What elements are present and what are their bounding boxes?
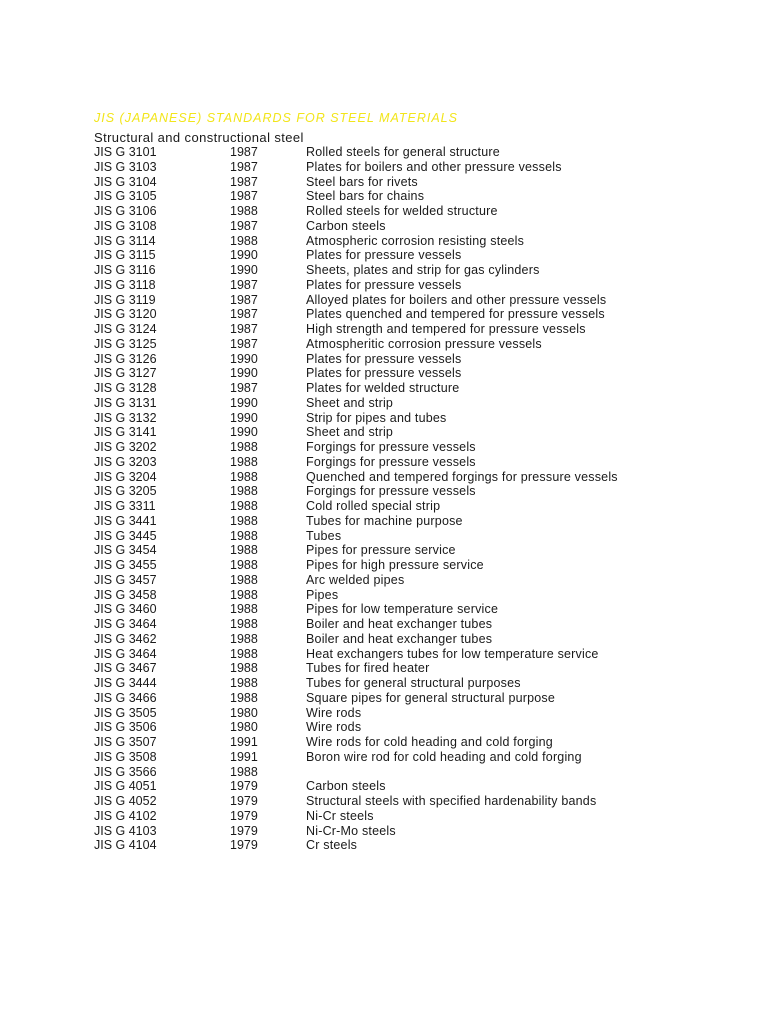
standard-row	[94, 543, 654, 558]
standard-year: 1990	[230, 351, 258, 366]
standard-code: JIS G 3507	[94, 735, 157, 749]
standard-year: 1991	[230, 735, 258, 749]
standard-row	[94, 617, 654, 632]
standard-year: 1988	[230, 690, 258, 705]
standard-year: 1980	[230, 720, 258, 735]
standard-row	[94, 440, 654, 455]
standard-row	[94, 794, 654, 809]
standard-description: Strip for pipes and tubes	[306, 410, 447, 425]
standard-description: Wire rods for cold heading and cold forging	[306, 735, 553, 749]
standard-year: 1988	[230, 617, 258, 631]
standard-year: 1988	[230, 440, 258, 454]
standard-year: 1987	[230, 218, 258, 233]
standard-code: JIS G 3454	[94, 543, 157, 558]
standard-year: 1988	[230, 528, 258, 543]
standard-row	[94, 588, 654, 603]
standard-year: 1987	[230, 277, 258, 292]
standard-row	[94, 470, 654, 485]
standard-year: 1987	[230, 174, 258, 189]
standard-code: JIS G 3460	[94, 602, 157, 617]
standard-year: 1987	[230, 307, 258, 322]
standard-code: JIS G 3444	[94, 676, 157, 690]
standard-code: JIS G 3203	[94, 454, 157, 469]
standard-row	[94, 293, 654, 308]
standard-description: Rolled steels for welded structure	[306, 204, 498, 218]
standard-year: 1979	[230, 823, 258, 838]
standard-code: JIS G 3506	[94, 720, 157, 735]
standard-code: JIS G 3457	[94, 572, 157, 587]
standard-description: Structural steels with specified hardenability bands	[306, 794, 597, 808]
standard-code: JIS G 3467	[94, 661, 157, 676]
standard-code: JIS G 3114	[94, 233, 156, 248]
standard-row	[94, 558, 654, 573]
standard-code: JIS G 3120	[94, 307, 157, 322]
standard-description: Atmospheric corrosion resisting steels	[306, 233, 525, 248]
standard-row	[94, 676, 654, 691]
standard-code: JIS G 3566	[94, 764, 157, 779]
standard-year: 1991	[230, 749, 258, 764]
standard-description: Pipes	[306, 587, 339, 602]
standard-row	[94, 499, 654, 514]
standard-description: Carbon steels	[306, 779, 386, 794]
standard-code: JIS G 3311	[94, 499, 156, 513]
standard-description: Carbon steels	[306, 218, 386, 233]
standard-description: Cold rolled special strip	[306, 499, 441, 513]
standard-description: Sheet and strip	[306, 395, 394, 410]
standard-row	[94, 632, 654, 647]
standard-row	[94, 765, 654, 780]
standard-code: JIS G 3128	[94, 381, 157, 395]
standard-code: JIS G 3103	[94, 159, 157, 174]
standard-row	[94, 455, 654, 470]
standard-description: Sheet and strip	[306, 425, 394, 440]
standard-code: JIS G 3464	[94, 646, 157, 661]
standard-row	[94, 337, 654, 352]
standard-row	[94, 234, 654, 249]
standard-description: Forgings for pressure vessels	[306, 454, 476, 469]
standard-code: JIS G 3204	[94, 469, 157, 484]
standard-code: JIS G 4102	[94, 808, 157, 823]
standard-row	[94, 661, 654, 676]
standard-year: 1990	[230, 410, 258, 425]
standard-row	[94, 838, 654, 853]
standard-description: Forgings for pressure vessels	[306, 484, 476, 499]
standard-code: JIS G 3141	[94, 425, 157, 440]
standard-year: 1988	[230, 602, 258, 617]
document-title: JIS (JAPANESE) STANDARDS FOR STEEL MATERIALS	[94, 111, 458, 125]
standard-row	[94, 160, 654, 175]
standard-row	[94, 573, 654, 588]
standard-description: Plates for pressure vessels	[306, 366, 462, 381]
standard-description: Ni-Cr-Mo steels	[306, 823, 396, 838]
standard-row	[94, 425, 654, 440]
standard-code: JIS G 3124	[94, 322, 157, 336]
standard-code: JIS G 3508	[94, 749, 157, 764]
standard-code: JIS G 3205	[94, 484, 157, 499]
standard-year: 1979	[230, 779, 258, 794]
standard-description: Heat exchangers tubes for low temperature service	[306, 646, 599, 661]
standard-row	[94, 411, 654, 426]
standard-description: Plates quenched and tempered for pressure vessels	[306, 307, 605, 322]
standard-description: Ni-Cr steels	[306, 808, 374, 823]
standard-year: 1988	[230, 233, 258, 248]
standard-year: 1987	[230, 189, 258, 204]
standard-code: JIS G 3116	[94, 263, 156, 277]
standard-year: 1988	[230, 676, 258, 690]
standard-code: JIS G 4052	[94, 794, 157, 808]
standard-row	[94, 706, 654, 721]
standard-description: Plates for pressure vessels	[306, 248, 462, 263]
standard-description: Boron wire rod for cold heading and cold forging	[306, 749, 582, 764]
standard-year: 1987	[230, 145, 258, 159]
standards-list	[94, 145, 654, 853]
standard-row	[94, 396, 654, 411]
standard-code: JIS G 3105	[94, 189, 157, 204]
standard-code: JIS G 3101	[94, 145, 157, 159]
standard-description	[306, 765, 636, 780]
standard-description: Tubes	[306, 528, 342, 543]
standard-year: 1988	[230, 543, 258, 558]
standard-description: Tubes for machine purpose	[306, 513, 463, 528]
standard-code: JIS G 3118	[94, 277, 156, 292]
standard-year: 1988	[230, 661, 258, 676]
standard-code: JIS G 3464	[94, 617, 157, 631]
standard-year: 1980	[230, 705, 258, 720]
standard-description: Quenched and tempered forgings for pressure vessels	[306, 469, 618, 484]
standard-row	[94, 809, 654, 824]
standard-row	[94, 366, 654, 381]
standard-row	[94, 219, 654, 234]
standard-row	[94, 720, 654, 735]
standard-description: Plates for pressure vessels	[306, 277, 462, 292]
standard-year: 1988	[230, 469, 258, 484]
standard-description: Pipes for high pressure service	[306, 558, 484, 572]
standard-year: 1988	[230, 646, 258, 661]
standard-year: 1979	[230, 794, 258, 808]
standard-description: Boiler and heat exchanger tubes	[306, 617, 493, 631]
standard-row	[94, 307, 654, 322]
standard-description: Tubes for general structural purposes	[306, 676, 521, 690]
standard-description: Steel bars for chains	[306, 189, 425, 204]
standard-code: JIS G 3108	[94, 218, 157, 233]
standard-description: Square pipes for general structural purpose	[306, 690, 556, 705]
standard-year: 1988	[230, 499, 258, 513]
standard-description: Arc welded pipes	[306, 572, 405, 587]
standard-description: Boiler and heat exchanger tubes	[306, 631, 493, 646]
standard-row	[94, 278, 654, 293]
standard-year: 1987	[230, 336, 258, 351]
standard-code: JIS G 3125	[94, 336, 157, 351]
standard-code: JIS G 3106	[94, 204, 157, 218]
standard-year: 1987	[230, 381, 258, 395]
standard-code: JIS G 3126	[94, 351, 157, 366]
standard-row	[94, 248, 654, 263]
standard-code: JIS G 3132	[94, 410, 157, 425]
standard-row	[94, 352, 654, 367]
standard-year: 1979	[230, 808, 258, 823]
standard-year: 1987	[230, 322, 258, 336]
standard-description: Wire rods	[306, 705, 362, 720]
standard-code: JIS G 3445	[94, 528, 157, 543]
standard-description: Forgings for pressure vessels	[306, 440, 476, 454]
standard-row	[94, 691, 654, 706]
standard-description: Atmospheritic corrosion pressure vessels	[306, 336, 542, 351]
standard-code: JIS G 4051	[94, 779, 157, 794]
standard-description: Rolled steels for general structure	[306, 145, 500, 159]
standard-year: 1988	[230, 204, 258, 218]
standard-description: Cr steels	[306, 838, 358, 853]
standard-year: 1988	[230, 572, 258, 587]
standard-description: Plates for boilers and other pressure vessels	[306, 159, 562, 174]
standard-row	[94, 189, 654, 204]
standard-row	[94, 484, 654, 499]
standard-year: 1990	[230, 366, 258, 381]
section-title: Structural and constructional steel	[94, 130, 304, 145]
standard-code: JIS G 3441	[94, 513, 157, 528]
standard-description: Sheets, plates and strip for gas cylinders	[306, 263, 540, 277]
standard-year: 1987	[230, 159, 258, 174]
standard-description: Pipes for low temperature service	[306, 602, 499, 617]
standard-year: 1990	[230, 248, 258, 263]
standard-year: 1988	[230, 454, 258, 469]
standard-year: 1990	[230, 263, 258, 277]
standard-row	[94, 175, 654, 190]
standard-description: Steel bars for rivets	[306, 174, 418, 189]
standard-year: 1988	[230, 513, 258, 528]
standard-year: 1988	[230, 484, 258, 499]
standard-code: JIS G 3455	[94, 558, 157, 572]
standard-year: 1988	[230, 587, 258, 602]
standard-code: JIS G 4104	[94, 838, 157, 853]
standard-row	[94, 322, 654, 337]
standard-row	[94, 779, 654, 794]
standard-year: 1988	[230, 558, 258, 572]
standard-row	[94, 514, 654, 529]
standard-description: High strength and tempered for pressure vessels	[306, 322, 586, 336]
standard-code: JIS G 3462	[94, 631, 157, 646]
standard-code: JIS G 3131	[94, 395, 157, 410]
standard-code: JIS G 3202	[94, 440, 157, 454]
standard-row	[94, 529, 654, 544]
standard-description: Alloyed plates for boilers and other pressure vessels	[306, 292, 607, 307]
standard-row	[94, 750, 654, 765]
standard-description: Plates for pressure vessels	[306, 351, 462, 366]
standard-year: 1987	[230, 292, 258, 307]
standard-code: JIS G 3119	[94, 292, 156, 307]
standard-row	[94, 602, 654, 617]
standard-code: JIS G 3127	[94, 366, 157, 381]
document-page	[94, 110, 654, 853]
standard-description: Pipes for pressure service	[306, 543, 456, 558]
standard-description: Wire rods	[306, 720, 362, 735]
standard-code: JIS G 3115	[94, 248, 156, 263]
standard-code: JIS G 3104	[94, 174, 157, 189]
standard-row	[94, 735, 654, 750]
standard-year: 1988	[230, 631, 258, 646]
standard-year: 1990	[230, 425, 258, 440]
standard-year: 1979	[230, 838, 258, 853]
standard-code: JIS G 3466	[94, 690, 157, 705]
standard-row	[94, 824, 654, 839]
standard-year: 1990	[230, 395, 258, 410]
standard-row	[94, 145, 654, 160]
standard-code: JIS G 3505	[94, 705, 157, 720]
standard-row	[94, 263, 654, 278]
standard-description: Tubes for fired heater	[306, 661, 430, 676]
standard-row	[94, 381, 654, 396]
standard-row	[94, 647, 654, 662]
standard-description: Plates for welded structure	[306, 381, 460, 395]
standard-year: 1988	[230, 764, 258, 779]
standard-code: JIS G 3458	[94, 587, 157, 602]
standard-row	[94, 204, 654, 219]
standard-code: JIS G 4103	[94, 823, 157, 838]
